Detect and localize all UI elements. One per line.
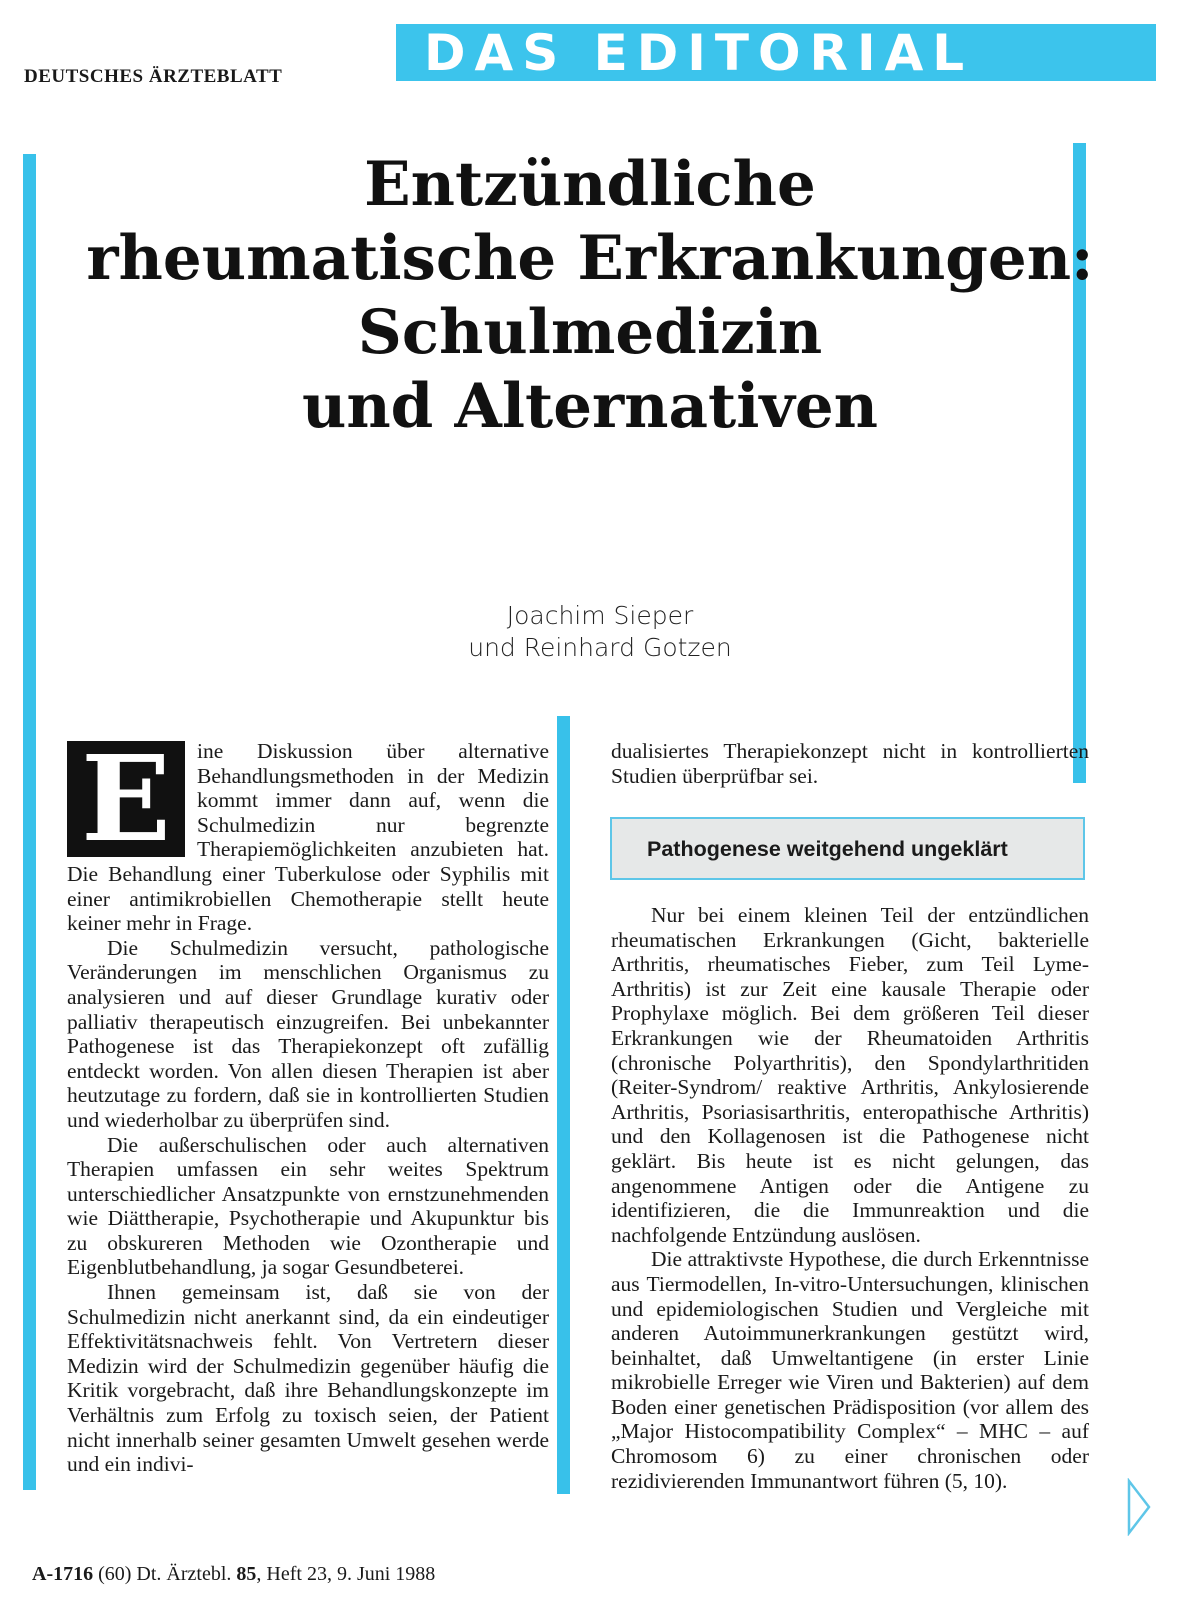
dropcap: E — [67, 741, 185, 857]
citation-prefix: (60) Dt. Ärztebl. — [98, 1563, 232, 1585]
subheading: Pathogenese weitgehend ungeklärt — [647, 837, 1008, 861]
authors — [380, 600, 820, 664]
paragraph: Die attraktivste Hypothese, die durch Erkenntnisse aus Tiermodellen, In-vitro-Untersuchungen, klinischen und epidemiologischen Studien und Vergleiche mit anderen Autoimmunerkrankungen gestützt wird, beinhaltet, daß Umweltantigene (in erster Linie mikrobielle Erreger wie Viren und Bakterien) auf dem Boden einer genetischen Prädisposition (vor allem des „Major Histocompatibility Complex“ – MHC – auf Chromosom 6) zu einer chronischen oder rezidivierenden Immunantwort führen (5, 10). — [611, 1247, 1089, 1493]
subheading-box — [610, 817, 1085, 880]
right-column-top — [611, 739, 1089, 788]
paragraph: dualisiertes Therapiekonzept nicht in kontrollierten Studien überprüfbar sei. — [611, 739, 1089, 788]
continue-arrow-icon — [1126, 1478, 1152, 1536]
section-banner — [396, 24, 1156, 81]
paragraph: Ihnen gemeinsam ist, daß sie von der Schulmedizin nicht anerkannt sind, da ein eindeutiger Effektivitätsnachweis fehlt. Von Vertretern dieser Medizin wird der Schulmedizin gegenüber häufig die Kritik vorgebracht, daß ihre Behandlungskonzepte im Verhältnis zum Erfolg zu toxisch seien, der Patient nicht innerhalb seiner gesamten Umwelt gesehen werde und ein indivi- — [67, 1280, 549, 1477]
author-line: und Reinhard Gotzen — [468, 633, 732, 662]
citation-suffix: , Heft 23, 9. Juni 1988 — [256, 1563, 436, 1585]
publication-name: DEUTSCHES ÄRZTEBLATT — [24, 66, 283, 87]
article-title — [40, 148, 1140, 444]
title-line: rheumatische Erkrankungen: — [86, 223, 1094, 294]
paragraph: Nur bei einem kleinen Teil der entzündlichen rheumatischen Erkrankungen (Gicht, bakterielle Arthritis, rheumatisches Fieber, zum Teil Lyme-Arthritis) ist zur Zeit eine kausale Therapie oder Prophylaxe möglich. Bei dem größeren Teil dieser Erkrankungen wie der Rheumatoiden Arthritis (chronische Polyarthritis), den Spondylarthritiden (Reiter-Syndrom/ reaktive Arthritis, Ankylosierende Arthritis, Psoriasisarthritis, enteropathische Arthritis) und den Kollagenosen ist die Pathogenese nicht geklärt. Bis heute ist es nicht gelungen, das angenommene Antigen oder die Antigene zu identifizieren, die die Immunreaktion und die nachfolgende Entzündung auslösen. — [611, 903, 1089, 1247]
paragraph-text: ine Diskussion über alternative Behandlungsmethoden in der Medizin kommt immer dann auf, wenn die Schulmedizin nur begrenzte Therapiemöglichkeiten anzubieten hat. Die Behandlung einer Tuberkulose oder Syphilis mit einer antimikrobiellen Chemotherapie stellt heute keiner mehr in Frage. — [67, 739, 549, 936]
right-column — [611, 903, 1089, 1493]
volume: 85 — [236, 1563, 257, 1585]
title-line: Schulmedizin — [357, 297, 823, 368]
title-line: und Alternativen — [301, 371, 879, 442]
paragraph — [67, 729, 549, 936]
author-line: Joachim Sieper — [506, 601, 694, 630]
left-accent-bar — [23, 154, 36, 1490]
page-footer — [32, 1563, 435, 1586]
column-divider-bar — [557, 716, 570, 1494]
left-column — [67, 729, 549, 1477]
paragraph: Die Schulmedizin versucht, pathologische Veränderungen im menschlichen Organismus zu analysieren und auf dieser Grundlage kurativ oder palliativ therapeutisch einzugreifen. Bei unbekannter Pathogenese ist das Therapiekonzept oft zufällig entdeckt worden. Von allen diesen Therapien ist aber heutzutage zu fordern, daß sie in kontrollierten Studien und wiederholbar zu überprüfen sind. — [67, 935, 549, 1132]
title-line: Entzündliche — [364, 149, 816, 220]
page-id: A-1716 — [32, 1563, 94, 1585]
section-banner-label: DAS EDITORIAL — [424, 24, 974, 82]
paragraph: Die außerschulischen oder auch alternativen Therapien umfassen ein sehr weites Spektrum unterschiedlicher Ansatzpunkte von ernstzunehmenden wie Diättherapie, Psychotherapie und Akupunktur bis zu obskureren Methoden wie Ozontherapie und Eigenblutbehandlung, ja sogar Gesundbeterei. — [67, 1132, 549, 1280]
